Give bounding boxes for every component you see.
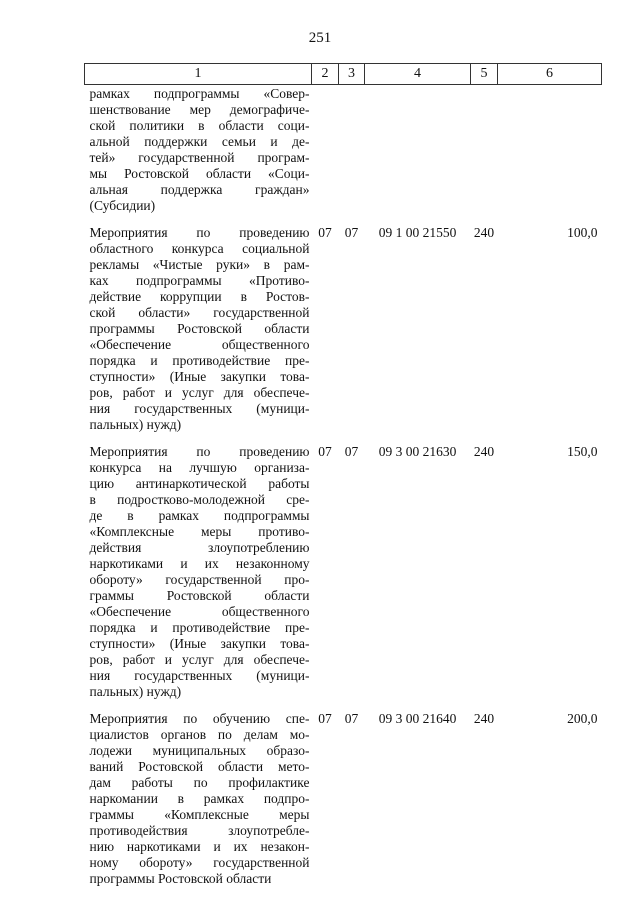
page-number: 251 xyxy=(308,30,332,46)
description-line: областного конкурса социальной xyxy=(89,241,310,256)
amount: 200,0 xyxy=(567,711,598,726)
description-line: ров, работ и услуг для обеспече- xyxy=(89,385,310,400)
description-line: де в рамках подпрограммы xyxy=(89,508,310,523)
row-description xyxy=(85,433,312,700)
subsection-code: 07 xyxy=(344,711,359,726)
budget-table xyxy=(84,63,602,887)
description-line: ской области» государственной xyxy=(89,305,310,320)
description-line: программы Ростовской области xyxy=(89,321,310,336)
subsection-code: 07 xyxy=(344,444,359,459)
expense-type-code xyxy=(471,85,498,215)
section-code: 07 xyxy=(318,711,332,726)
description-line: ния государственных (муници- xyxy=(89,668,310,683)
amount: 100,0 xyxy=(567,225,598,240)
description-line: противодействия злоупотребле- xyxy=(89,823,310,838)
description-line: ния государственных (муници- xyxy=(89,401,310,416)
description-line: наркомании в рамках подпро- xyxy=(89,791,310,806)
header-col-3: 3 xyxy=(339,64,365,85)
section-code: 07 xyxy=(318,225,332,240)
description-line: ному обороту» государственной xyxy=(89,855,310,870)
description-line: ской политики в области соци- xyxy=(89,118,310,133)
table-body xyxy=(85,85,602,888)
row-description xyxy=(85,85,312,215)
description-line: «Обеспечение общественного xyxy=(89,337,310,352)
section-code: 07 xyxy=(318,444,332,459)
amount: 150,0 xyxy=(567,444,598,459)
row-description xyxy=(85,214,312,433)
header-col-5: 5 xyxy=(471,64,498,85)
target-article-code: 09 3 00 21640 xyxy=(378,711,457,726)
table-row xyxy=(85,214,602,433)
expense-type-code: 240 xyxy=(473,225,495,240)
table-header-row xyxy=(85,64,602,85)
description-line: «Обеспечение общественного xyxy=(89,604,310,619)
description-line: граммы Ростовской области xyxy=(89,588,310,603)
expense-type-code: 240 xyxy=(473,444,495,459)
description-line: действия злоупотреблению xyxy=(89,540,310,555)
description-line: порядка и противодействие пре- xyxy=(89,353,310,368)
description-line: дам работы по профилактике xyxy=(89,775,310,790)
table-row xyxy=(85,85,602,215)
description-line: (Субсидии) xyxy=(89,198,156,213)
header-col-6: 6 xyxy=(498,64,602,85)
row-description xyxy=(85,700,312,887)
header-col-2: 2 xyxy=(312,64,339,85)
description-line: в подростково-молодежной сре- xyxy=(89,492,310,507)
expense-type-code: 240 xyxy=(473,711,495,726)
subsection-code: 07 xyxy=(344,225,359,240)
subsection-code xyxy=(339,85,365,215)
section-code xyxy=(312,85,339,215)
description-line: граммы «Комплексные меры xyxy=(89,807,310,822)
target-article-code: 09 1 00 21550 xyxy=(378,225,457,240)
description-line: конкурса на лучшую организа- xyxy=(89,460,310,475)
description-line: действие коррупции в Ростов- xyxy=(89,289,310,304)
description-line: циалистов органов по делам мо- xyxy=(89,727,310,742)
description-line: рекламы «Чистые руки» в рам- xyxy=(89,257,310,272)
description-line: ступности» (Иные закупки това- xyxy=(89,636,310,651)
description-line: ступности» (Иные закупки това- xyxy=(89,369,310,384)
amount xyxy=(498,85,602,215)
description-line: обороту» государственной про- xyxy=(89,572,310,587)
description-line: пальных) нужд) xyxy=(89,684,182,699)
description-line: порядка и противодействие пре- xyxy=(89,620,310,635)
target-article-code xyxy=(365,85,471,215)
description-line: ваний Ростовской области мето- xyxy=(89,759,310,774)
description-line: цию антинаркотической работы xyxy=(89,476,310,491)
description-line: ках подпрограммы «Противо- xyxy=(89,273,310,288)
description-line: шенствование мер демографиче- xyxy=(89,102,310,117)
description-line: тей» государственной програм- xyxy=(89,150,310,165)
description-line: ров, работ и услуг для обеспече- xyxy=(89,652,310,667)
description-line: Мероприятия по проведению xyxy=(89,225,310,240)
description-line: наркотиками и их незаконному xyxy=(89,556,310,571)
table-row xyxy=(85,700,602,887)
description-line: «Комплексные меры противо- xyxy=(89,524,310,539)
description-line: альная поддержка граждан» xyxy=(89,182,310,197)
description-line: нию наркотиками и их незакон- xyxy=(89,839,310,854)
description-line: программы Ростовской области xyxy=(89,871,272,886)
description-line: мы Ростовской области «Соци- xyxy=(89,166,310,181)
target-article-code: 09 3 00 21630 xyxy=(378,444,457,459)
description-line: лодежи муниципальных образо- xyxy=(89,743,310,758)
description-line: Мероприятия по обучению спе- xyxy=(89,711,310,726)
table-row xyxy=(85,433,602,700)
description-line: альной поддержки семьи и де- xyxy=(89,134,310,149)
description-line: рамках подпрограммы «Совер- xyxy=(89,86,310,101)
header-col-1: 1 xyxy=(85,64,312,85)
description-line: Мероприятия по проведению xyxy=(89,444,310,459)
description-line: пальных) нужд) xyxy=(89,417,182,432)
header-col-4: 4 xyxy=(365,64,471,85)
